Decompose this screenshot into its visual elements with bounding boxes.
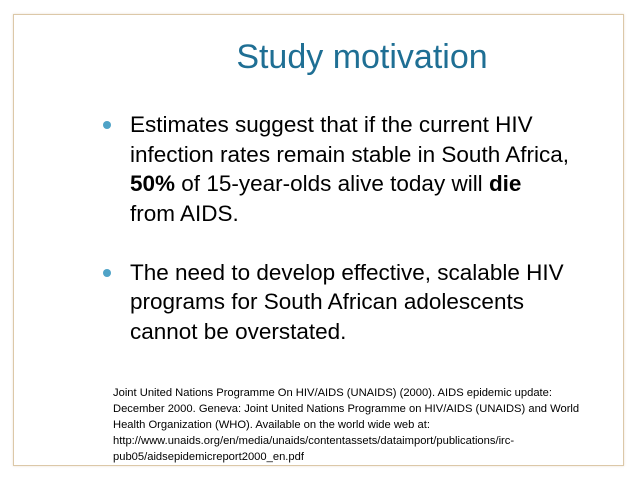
slide-title: Study motivation	[236, 38, 488, 76]
reference-url-line: http://www.unaids.org/en/media/unaids/contentassets/dataimport/publications/irc-	[113, 435, 515, 447]
bullet-item-mortality-estimate	[100, 110, 620, 228]
bullet-dot-icon	[103, 121, 111, 129]
bullet-text	[130, 258, 620, 347]
bullet-line	[130, 169, 620, 199]
emphasis-die: die	[488, 171, 522, 196]
bullet-dot-icon	[103, 269, 111, 277]
reference-url-line: pub05/aidsepidemicreport2000_en.pdf	[113, 451, 304, 463]
bullet-line-text: of 15-year-olds alive today will	[175, 171, 489, 196]
bullet-line: from AIDS.	[130, 200, 239, 226]
bullet-list	[100, 110, 620, 346]
reference-line: December 2000. Geneva: Joint United Nations Programme on HIV/AIDS (UNAIDS) and World	[113, 403, 580, 415]
reference-line: Joint United Nations Programme On HIV/AIDS (UNAIDS) (2000). AIDS epidemic update:	[113, 387, 552, 399]
reference-line: Health Organization (WHO). Available on the world wide web at:	[113, 419, 430, 431]
bullet-item-program-need	[100, 258, 620, 347]
bullet-text	[130, 110, 620, 228]
reference-citation	[113, 385, 618, 465]
emphasis-percentage: 50%	[130, 171, 176, 196]
bullet-line: programs for South African adolescents	[130, 289, 524, 314]
bullet-line: infection rates remain stable in South Africa,	[130, 141, 569, 167]
bullet-line: cannot be overstated.	[130, 318, 347, 344]
bullet-line: Estimates suggest that if the current HIV	[130, 112, 533, 137]
bullet-line: The need to develop effective, scalable HIV	[130, 259, 564, 285]
